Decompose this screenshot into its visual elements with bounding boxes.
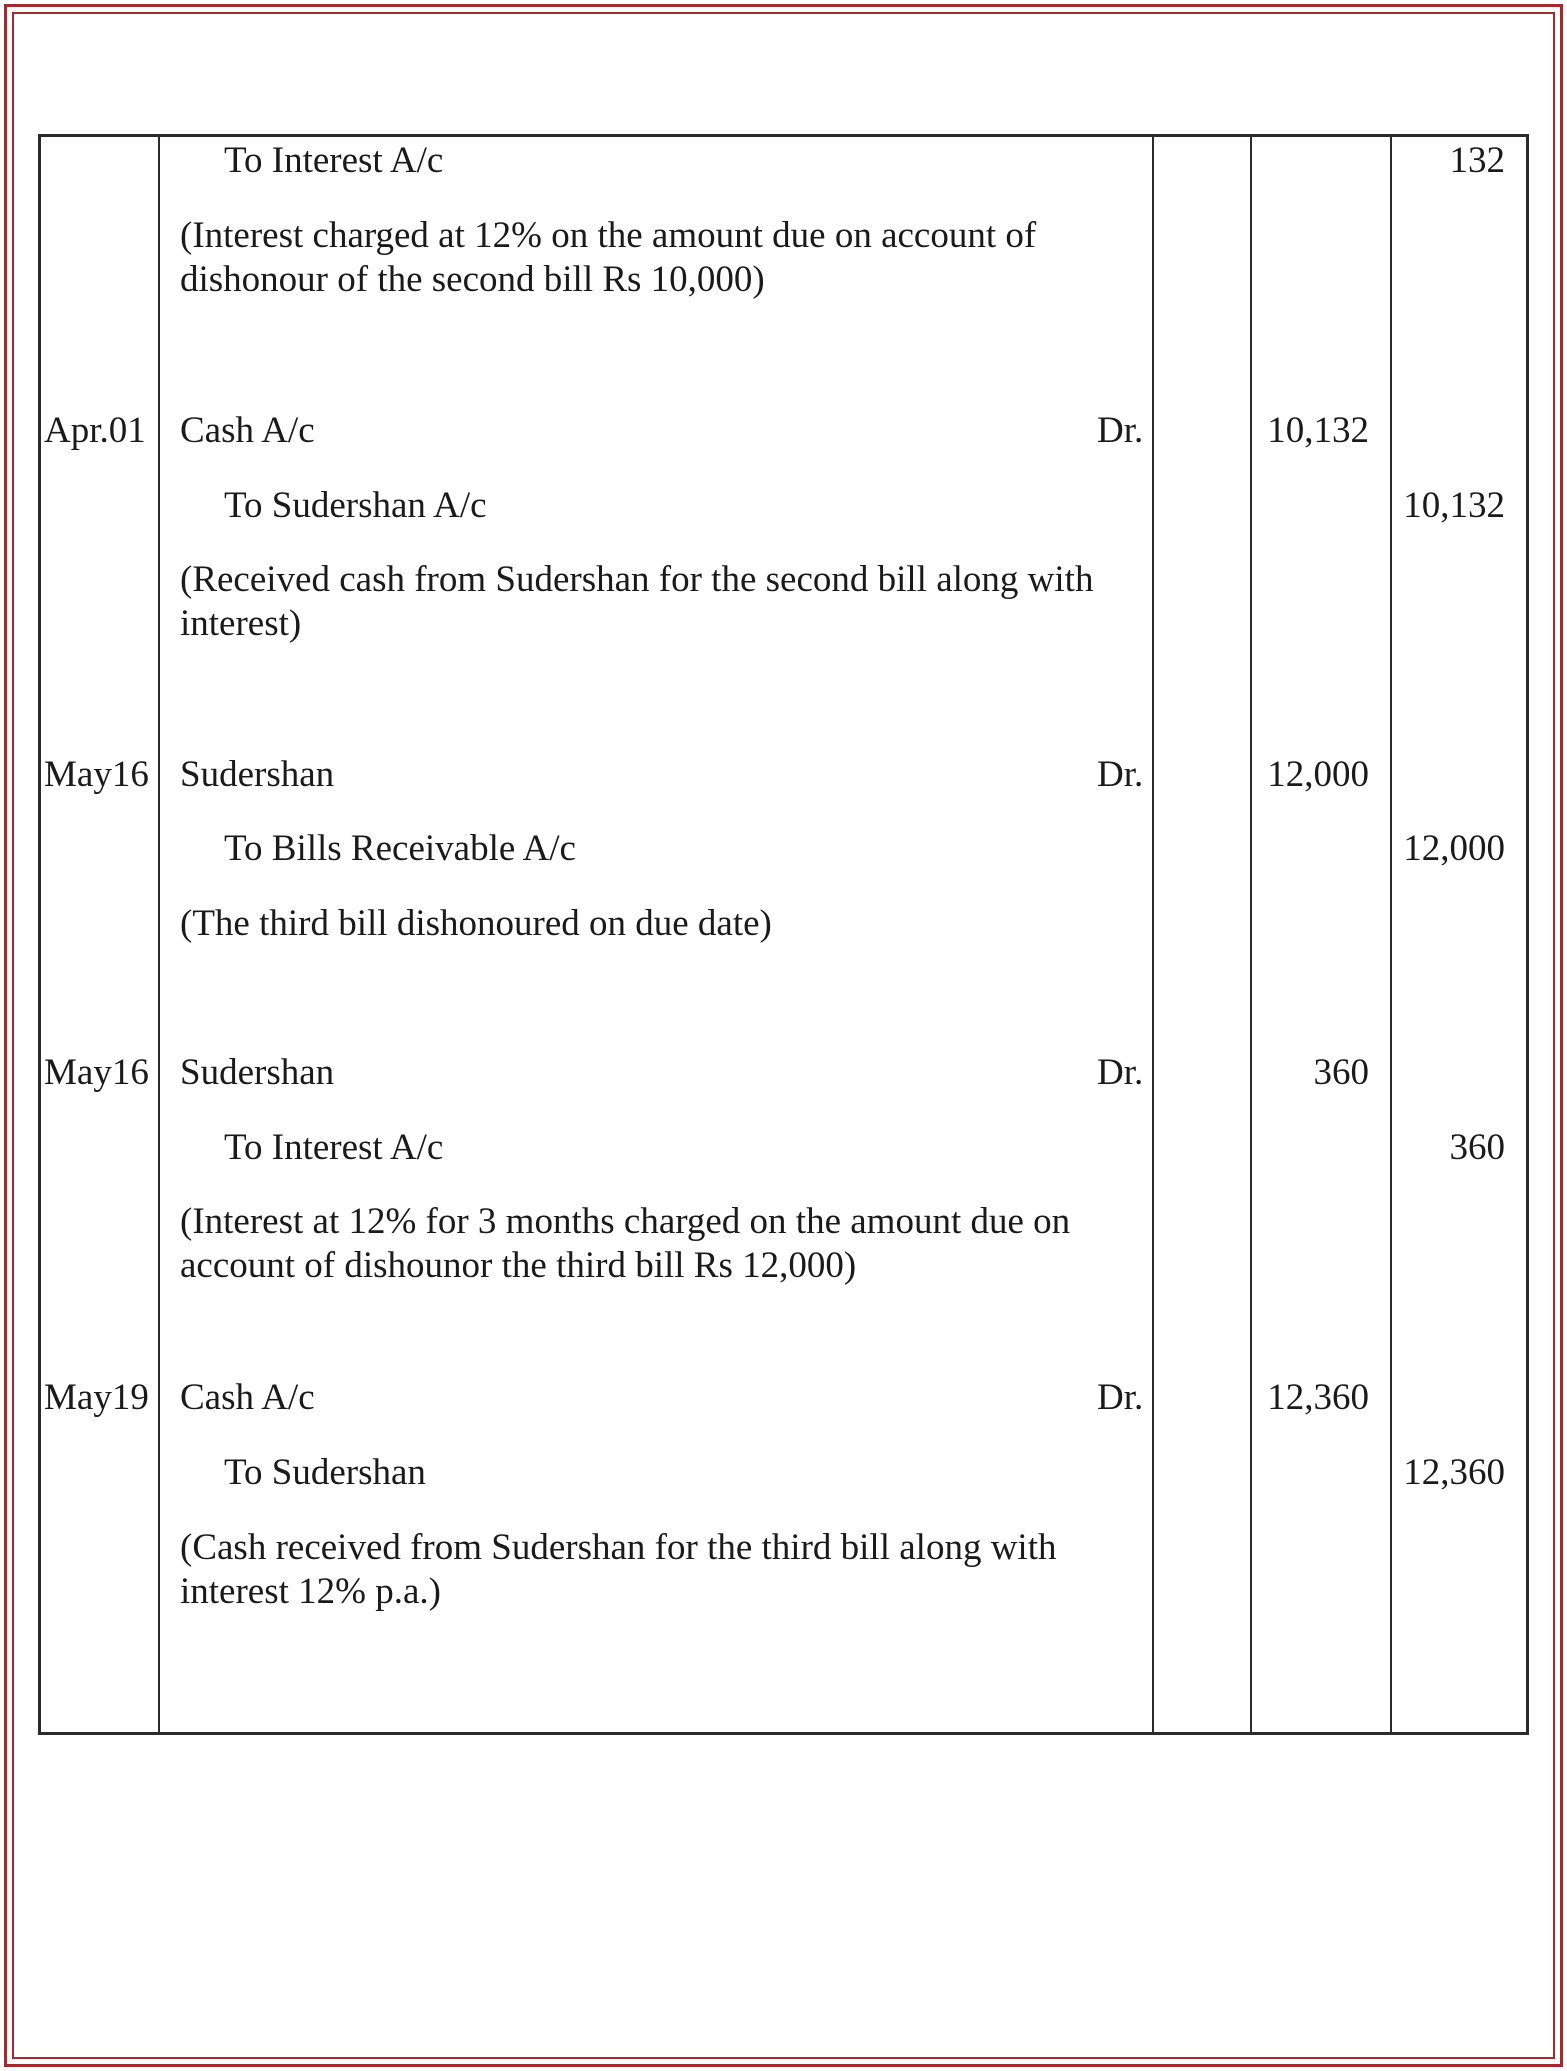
credit-account: To Sudershan A/c <box>224 485 487 526</box>
narration: (Interest charged at 12% on the amount due on account of dishonour of the second bill Rs 10,000) <box>180 215 1037 300</box>
debit-amount: 360 <box>1313 1052 1369 1093</box>
debit-account: Sudershan <box>180 1052 335 1093</box>
credit-amount: 360 <box>1449 1127 1505 1168</box>
entry-date: Apr.01 <box>44 410 146 451</box>
dr-label: Dr. <box>1097 1052 1144 1093</box>
narration: (Cash received from Sudershan for the third bill along with interest 12% p.a.) <box>180 1527 1057 1612</box>
credit-amount: 12,000 <box>1403 828 1505 869</box>
narration: (Interest at 12% for 3 months charged on the amount due on account of dishounor the third bill Rs 12,000) <box>180 1201 1071 1286</box>
dr-label: Dr. <box>1097 1377 1144 1418</box>
column-divider-debit <box>1390 137 1392 1732</box>
debit-amount: 12,000 <box>1267 754 1369 795</box>
narration: (The third bill dishonoured on due date) <box>180 903 772 944</box>
credit-amount: 10,132 <box>1403 485 1505 526</box>
credit-account: To Sudershan <box>224 1452 426 1493</box>
entry-date: May19 <box>44 1377 149 1418</box>
credit-account: To Interest A/c <box>224 1127 444 1168</box>
debit-account: Cash A/c <box>180 410 315 451</box>
column-divider-lf <box>1250 137 1252 1732</box>
entry-date: May16 <box>44 754 149 795</box>
credit-amount: 132 <box>1449 140 1505 181</box>
debit-account: Sudershan <box>180 754 335 795</box>
column-divider-particulars <box>1152 137 1154 1732</box>
debit-amount: 12,360 <box>1267 1377 1369 1418</box>
entry-date: May16 <box>44 1052 149 1093</box>
credit-account: To Interest A/c <box>224 140 444 181</box>
narration: (Received cash from Sudershan for the second bill along with interest) <box>180 559 1094 644</box>
dr-label: Dr. <box>1097 410 1144 451</box>
column-divider-date <box>158 137 160 1732</box>
debit-amount: 10,132 <box>1267 410 1369 451</box>
dr-label: Dr. <box>1097 754 1144 795</box>
credit-amount: 12,360 <box>1403 1452 1505 1493</box>
journal-table <box>38 134 1529 1735</box>
debit-account: Cash A/c <box>180 1377 315 1418</box>
credit-account: To Bills Receivable A/c <box>224 828 576 869</box>
